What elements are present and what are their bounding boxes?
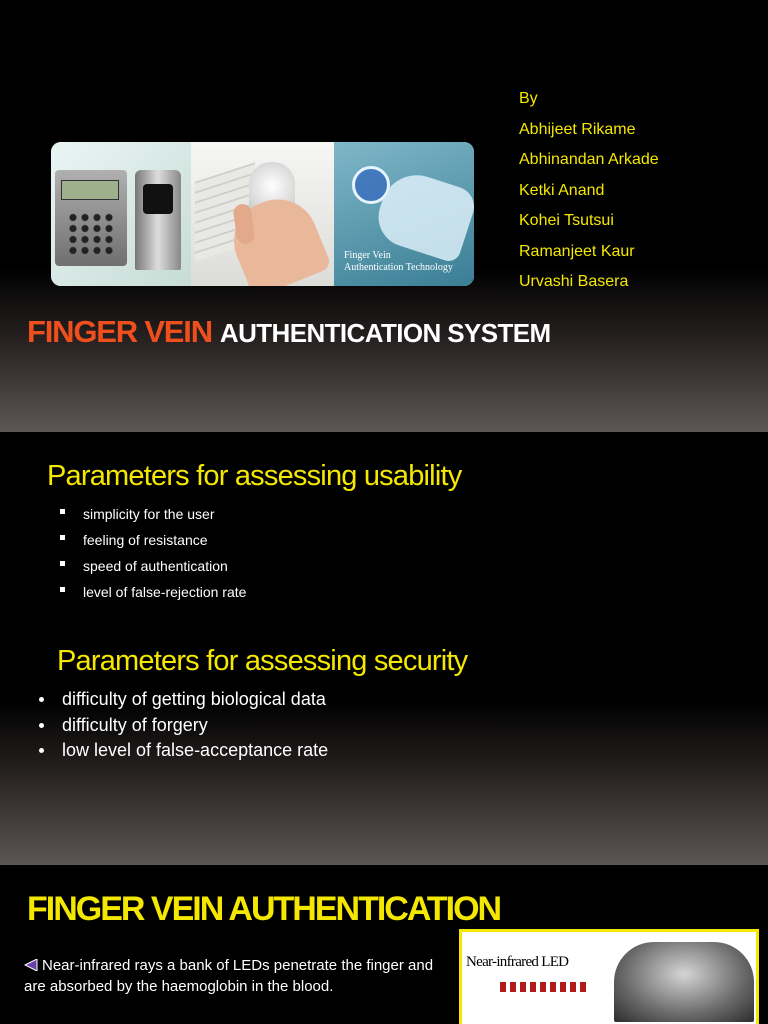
list-item: speed of authentication [58, 553, 246, 579]
list-item: difficulty of getting biological data [37, 687, 328, 713]
list-item: simplicity for the user [58, 501, 246, 527]
keypad-icon [67, 212, 115, 256]
usability-heading: Parameters for assessing usability [47, 460, 462, 492]
author-name: Urvashi Basera [519, 273, 629, 290]
description-text: Near-infrared rays a bank of LEDs penetrate the finger and are absorbed by the haemoglobin in the blood. [24, 957, 434, 995]
keypad-terminal-image [55, 170, 127, 266]
authors-heading: By [519, 90, 538, 107]
bullet-arrow-icon [24, 959, 38, 971]
security-heading: Parameters for assessing security [57, 645, 468, 677]
author-name: Abhinandan Arkade [519, 151, 659, 168]
list-item: difficulty of forgery [37, 713, 328, 739]
author-name: Abhijeet Rikame [519, 120, 636, 138]
vein-scanner-device-image [135, 170, 181, 270]
list-item: feeling of resistance [58, 527, 246, 553]
title-highlight: FINGER VEIN [27, 314, 212, 349]
banner-caption-line: Authentication Technology [344, 262, 453, 273]
list-item: level of false-rejection rate [58, 579, 246, 605]
description-paragraph [24, 955, 434, 997]
scanner-slot [143, 184, 173, 214]
parameters-slide [0, 433, 768, 865]
usability-list [58, 501, 246, 605]
finger-scan-photo-panel [191, 142, 334, 286]
author-list [519, 84, 749, 298]
finger-vein-banner-image [51, 142, 474, 286]
near-infrared-figure [459, 929, 759, 1024]
lcd-screen [61, 180, 119, 200]
figure-label: Near-infrared LED [466, 954, 569, 970]
title-slide [0, 0, 768, 432]
title-rest: AUTHENTICATION SYSTEM [219, 318, 551, 348]
banner-caption [344, 250, 453, 274]
authentication-slide [0, 866, 768, 1024]
security-list [37, 687, 328, 764]
led-array-icon [500, 982, 586, 992]
author-name: Ramanjeet Kaur [519, 242, 635, 260]
list-item: low level of false-acceptance rate [37, 738, 328, 764]
banner-caption-line: Finger Vein [344, 250, 391, 261]
slide-title [27, 314, 551, 350]
author-name: Ketki Anand [519, 181, 605, 199]
touch-graphic-panel [334, 142, 474, 286]
slide-title: FINGER VEIN AUTHENTICATION [27, 890, 501, 928]
device-photo-panel [51, 142, 191, 286]
finger-vein-scan-image [614, 942, 754, 1022]
author-name: Kohei Tsutsui [519, 212, 614, 229]
